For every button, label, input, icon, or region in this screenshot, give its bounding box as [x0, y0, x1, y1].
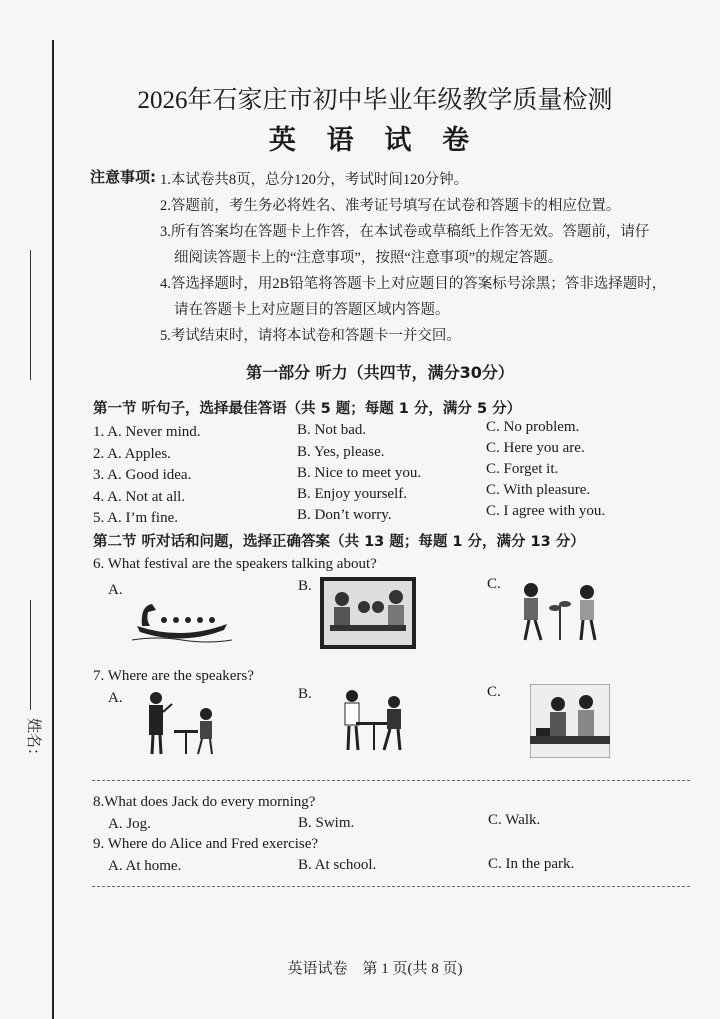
- option-b: B. Not bad.: [297, 422, 367, 438]
- q6-label-b: B.: [298, 578, 312, 594]
- q9-option-c: C. In the park.: [488, 856, 575, 872]
- restaurant-waiter-image: [140, 690, 220, 756]
- option-a: 2. A. Apples.: [93, 446, 171, 462]
- binding-line: [52, 40, 54, 1019]
- question-6: 6. What festival are the speakers talking about?: [93, 556, 377, 572]
- dashed-divider: [92, 886, 690, 887]
- notice-heading: 注意事项:: [90, 168, 156, 186]
- notice-item: 3.所有答案均在答题卡上作答，在本试卷或草稿纸上作答无效。答题前，请仔: [160, 224, 650, 240]
- office-meeting-image: [334, 686, 414, 754]
- option-c: C. I agree with you.: [486, 503, 606, 519]
- subject-title: 英 语 试 卷: [268, 125, 482, 155]
- q8-option-b: B. Swim.: [298, 815, 355, 831]
- option-b: B. Don’t worry.: [297, 507, 392, 523]
- q7-label-b: B.: [298, 686, 312, 702]
- q9-option-a: A. At home.: [108, 858, 182, 874]
- notice-item: 请在答题卡上对应题目的答题区域内答题。: [174, 302, 450, 318]
- q9-option-b: B. At school.: [298, 857, 377, 873]
- notice-item: 4.答选择题时，用2B铅笔将答题卡上对应题目的答案标号涂黑；答非选择题时，: [160, 276, 667, 292]
- option-c: C. Forget it.: [486, 461, 559, 477]
- q8-option-a: A. Jog.: [108, 816, 151, 832]
- q6-label-a: A.: [108, 582, 123, 598]
- question-9: 9. Where do Alice and Fred exercise?: [93, 836, 319, 852]
- option-c: C. No problem.: [486, 419, 580, 435]
- dashed-divider: [92, 780, 690, 781]
- kitchen-image: [530, 684, 610, 758]
- notice-item: 1.本试卷共8页，总分120分，考试时间120分钟。: [160, 172, 469, 188]
- name-fill-line: [30, 600, 31, 710]
- section2-title: 第二节 听对话和问题，选择正确答案（共 13 题；每题 1 分，满分 13 分）: [93, 534, 585, 550]
- tree-planting-image: [515, 580, 605, 644]
- page-footer: 英语试卷 第 1 页(共 8 页): [287, 961, 463, 977]
- question-7: 7. Where are the speakers?: [93, 668, 254, 684]
- option-a: 5. A. I’m fine.: [93, 510, 178, 526]
- q7-label-a: A.: [108, 690, 123, 706]
- question-8: 8.What does Jack do every morning?: [93, 794, 316, 810]
- q7-label-c: C.: [487, 684, 501, 700]
- notice-item: 5.考试结束时，请将本试卷和答题卡一并交回。: [160, 328, 461, 344]
- q8-option-c: C. Walk.: [488, 812, 541, 828]
- option-c: C. With pleasure.: [486, 482, 591, 498]
- name-label: 姓名：: [25, 717, 44, 764]
- option-a: 1. A. Never mind.: [93, 424, 201, 440]
- part1-title: 第一部分 听力（共四节，满分30分）: [246, 363, 514, 382]
- q6-label-c: C.: [487, 576, 501, 592]
- option-b: B. Yes, please.: [297, 444, 385, 460]
- option-a: 3. A. Good idea.: [93, 467, 192, 483]
- option-b: B. Enjoy yourself.: [297, 486, 407, 502]
- notice-item: 细阅读答题卡上的“注意事项”，按照“注意事项”的规定答题。: [174, 250, 563, 266]
- dragon-boat-image: [132, 596, 232, 646]
- exam-title: 2026年石家庄市初中毕业年级教学质量检测: [137, 87, 613, 114]
- option-b: B. Nice to meet you.: [297, 465, 422, 481]
- option-c: C. Here you are.: [486, 440, 585, 456]
- notice-item: 2.答题前，考生务必将姓名、准考证号填写在试卷和答题卡的相应位置。: [160, 198, 621, 214]
- section1-title: 第一节 听句子，选择最佳答语（共 5 题；每题 1 分，满分 5 分）: [93, 401, 522, 417]
- option-a: 4. A. Not at all.: [93, 489, 186, 505]
- family-dinner-image: [320, 577, 416, 649]
